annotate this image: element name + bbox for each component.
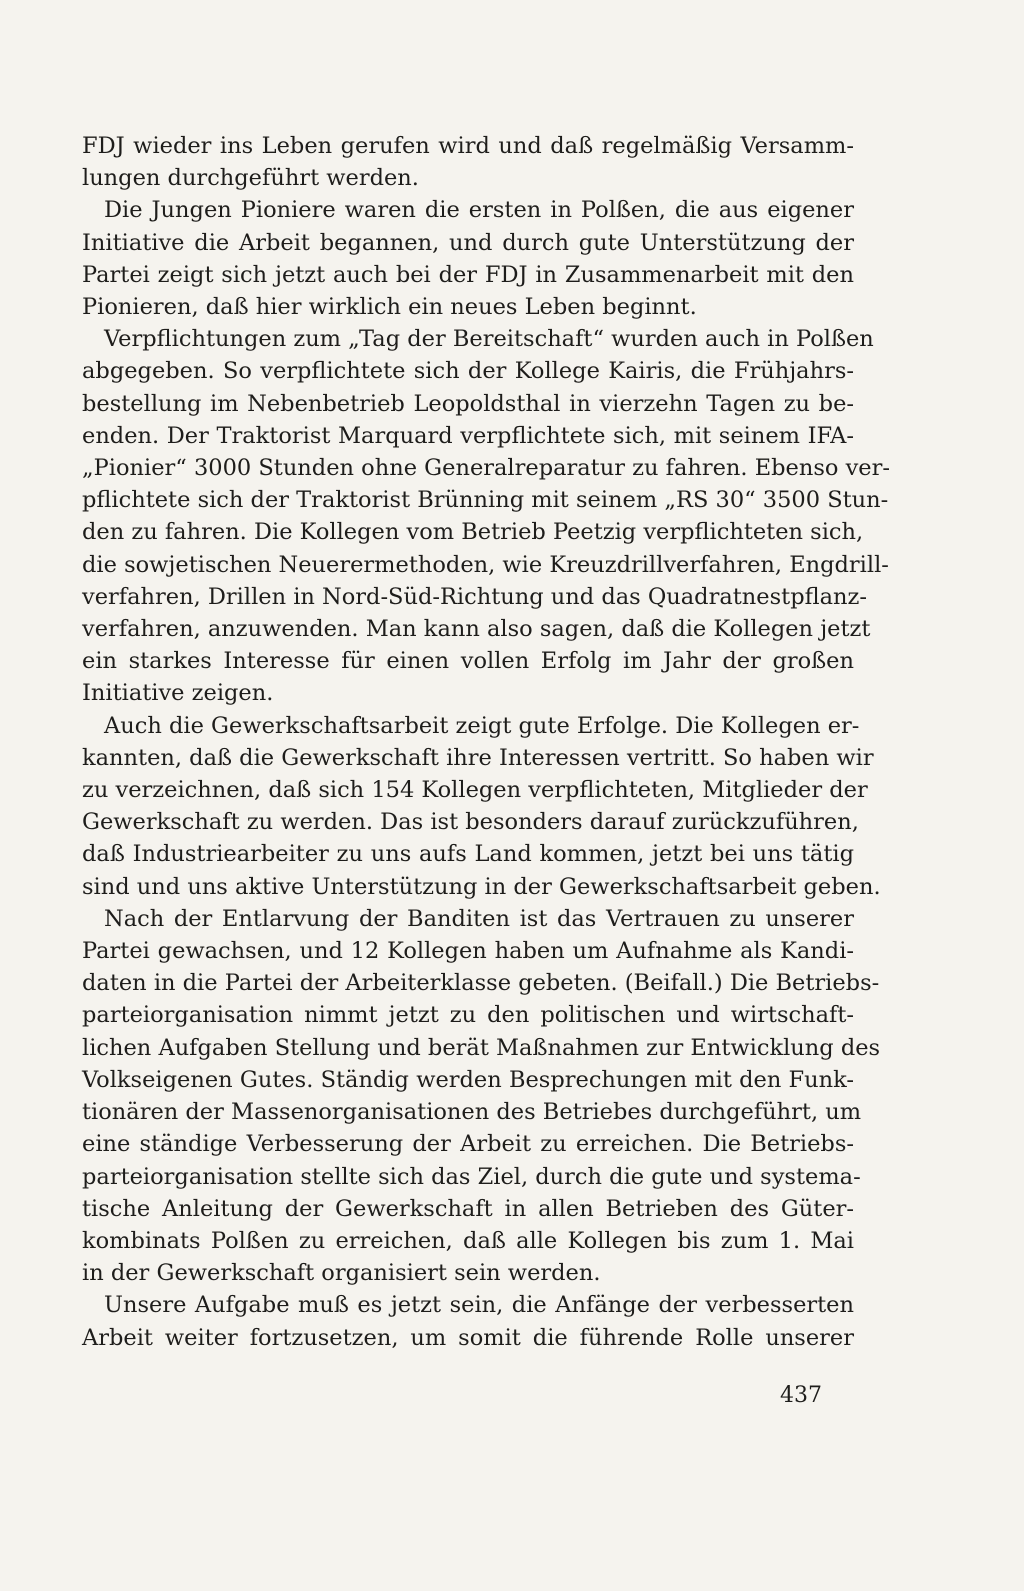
text-line: parteiorganisation nimmt jetzt zu den politischen und wirtschaft-: [82, 1002, 854, 1029]
text-line: lichen Aufgaben Stellung und berät Maßnahmen zur Entwicklung des: [82, 1034, 881, 1061]
text-line: Verpflichtungen zum „Tag der Bereitschaft“ wurden auch in Polßen: [104, 326, 874, 353]
text-line: FDJ wieder ins Leben gerufen wird und daß regelmäßig Versamm-: [82, 133, 854, 159]
text-line: Volkseigenen Gutes. Ständig werden Besprechungen mit den Funk-: [82, 1066, 854, 1093]
text-line: tionären der Massenorganisationen des Betriebes durchgeführt, um: [82, 1099, 862, 1126]
text-line: eine ständige Verbesserung der Arbeit zu erreichen. Die Betriebs-: [82, 1131, 854, 1158]
text-line: in der Gewerkschaft organisiert sein werden.: [82, 1260, 601, 1287]
text-line: ein starkes Interesse für einen vollen Erfolg im Jahr der großen: [82, 648, 854, 675]
text-line: parteiorganisation stellte sich das Ziel, durch die gute und systema-: [82, 1163, 861, 1190]
text-line: Initiative die Arbeit begannen, und durch gute Unterstützung der: [82, 229, 854, 256]
text-line: tische Anleitung der Gewerkschaft in allen Betrieben des Güter-: [82, 1195, 854, 1222]
text-line: sind und uns aktive Unterstützung in der Gewerkschaftsarbeit geben.: [82, 873, 881, 900]
text-line: Pionieren, daß hier wirklich ein neues Leben beginnt.: [82, 294, 697, 321]
text-line: zu verzeichnen, daß sich 154 Kollegen verpflichteten, Mitglieder der: [82, 777, 868, 804]
text-line: Nach der Entlarvung der Banditen ist das Vertrauen zu unserer: [104, 905, 854, 932]
text-line: verfahren, Drillen in Nord-Süd-Richtung und das Quadratnestpflanz-: [82, 583, 867, 610]
text-line: verfahren, anzuwenden. Man kann also sagen, daß die Kollegen jetzt: [82, 616, 871, 643]
text-line: bestellung im Nebenbetrieb Leopoldsthal in vierzehn Tagen zu be-: [82, 390, 854, 417]
text-line: Partei zeigt sich jetzt auch bei der FDJ in Zusammenarbeit mit den: [82, 261, 854, 288]
text-line: Die Jungen Pioniere waren die ersten in Polßen, die aus eigener: [104, 197, 854, 224]
text-line: kannten, daß die Gewerkschaft ihre Interessen vertritt. So haben wir: [82, 744, 874, 771]
text-line: lungen durchgeführt werden.: [82, 165, 419, 192]
text-line: daß Industriearbeiter zu uns aufs Land kommen, jetzt bei uns tätig: [82, 841, 854, 868]
body-text: [82, 130, 890, 1354]
text-line: Initiative zeigen.: [82, 680, 274, 707]
text-line: Gewerkschaft zu werden. Das ist besonders darauf zurückzuführen,: [82, 809, 859, 836]
page-number: 437: [780, 1383, 822, 1408]
text-line: Unsere Aufgabe muß es jetzt sein, die Anfänge der verbesserten: [104, 1292, 854, 1319]
text-line: daten in die Partei der Arbeiterklasse gebeten. (Beifall.) Die Betriebs-: [82, 970, 880, 997]
text-line: abgegeben. So verpflichtete sich der Kollege Kairis, die Frühjahrs-: [82, 358, 854, 385]
text-line: Arbeit weiter fortzusetzen, um somit die führende Rolle unserer: [82, 1324, 854, 1351]
text-line: den zu fahren. Die Kollegen vom Betrieb Peetzig verpflichteten sich,: [82, 519, 864, 546]
text-line: pflichtete sich der Traktorist Brünning mit seinem „RS 30“ 3500 Stun-: [82, 487, 889, 514]
text-line: die sowjetischen Neuerermethoden, wie Kreuzdrillverfahren, Engdrill-: [82, 551, 889, 578]
text-line: Auch die Gewerkschaftsarbeit zeigt gute Erfolge. Die Kollegen er-: [104, 712, 860, 739]
text-line: kombinats Polßen zu erreichen, daß alle Kollegen bis zum 1. Mai: [82, 1227, 854, 1254]
text-line: enden. Der Traktorist Marquard verpflichtete sich, mit seinem IFA-: [82, 422, 854, 449]
text-line: Partei gewachsen, und 12 Kollegen haben um Aufnahme als Kandi-: [82, 938, 854, 965]
text-line: „Pionier“ 3000 Stunden ohne Generalreparatur zu fahren. Ebenso ver-: [82, 455, 890, 482]
